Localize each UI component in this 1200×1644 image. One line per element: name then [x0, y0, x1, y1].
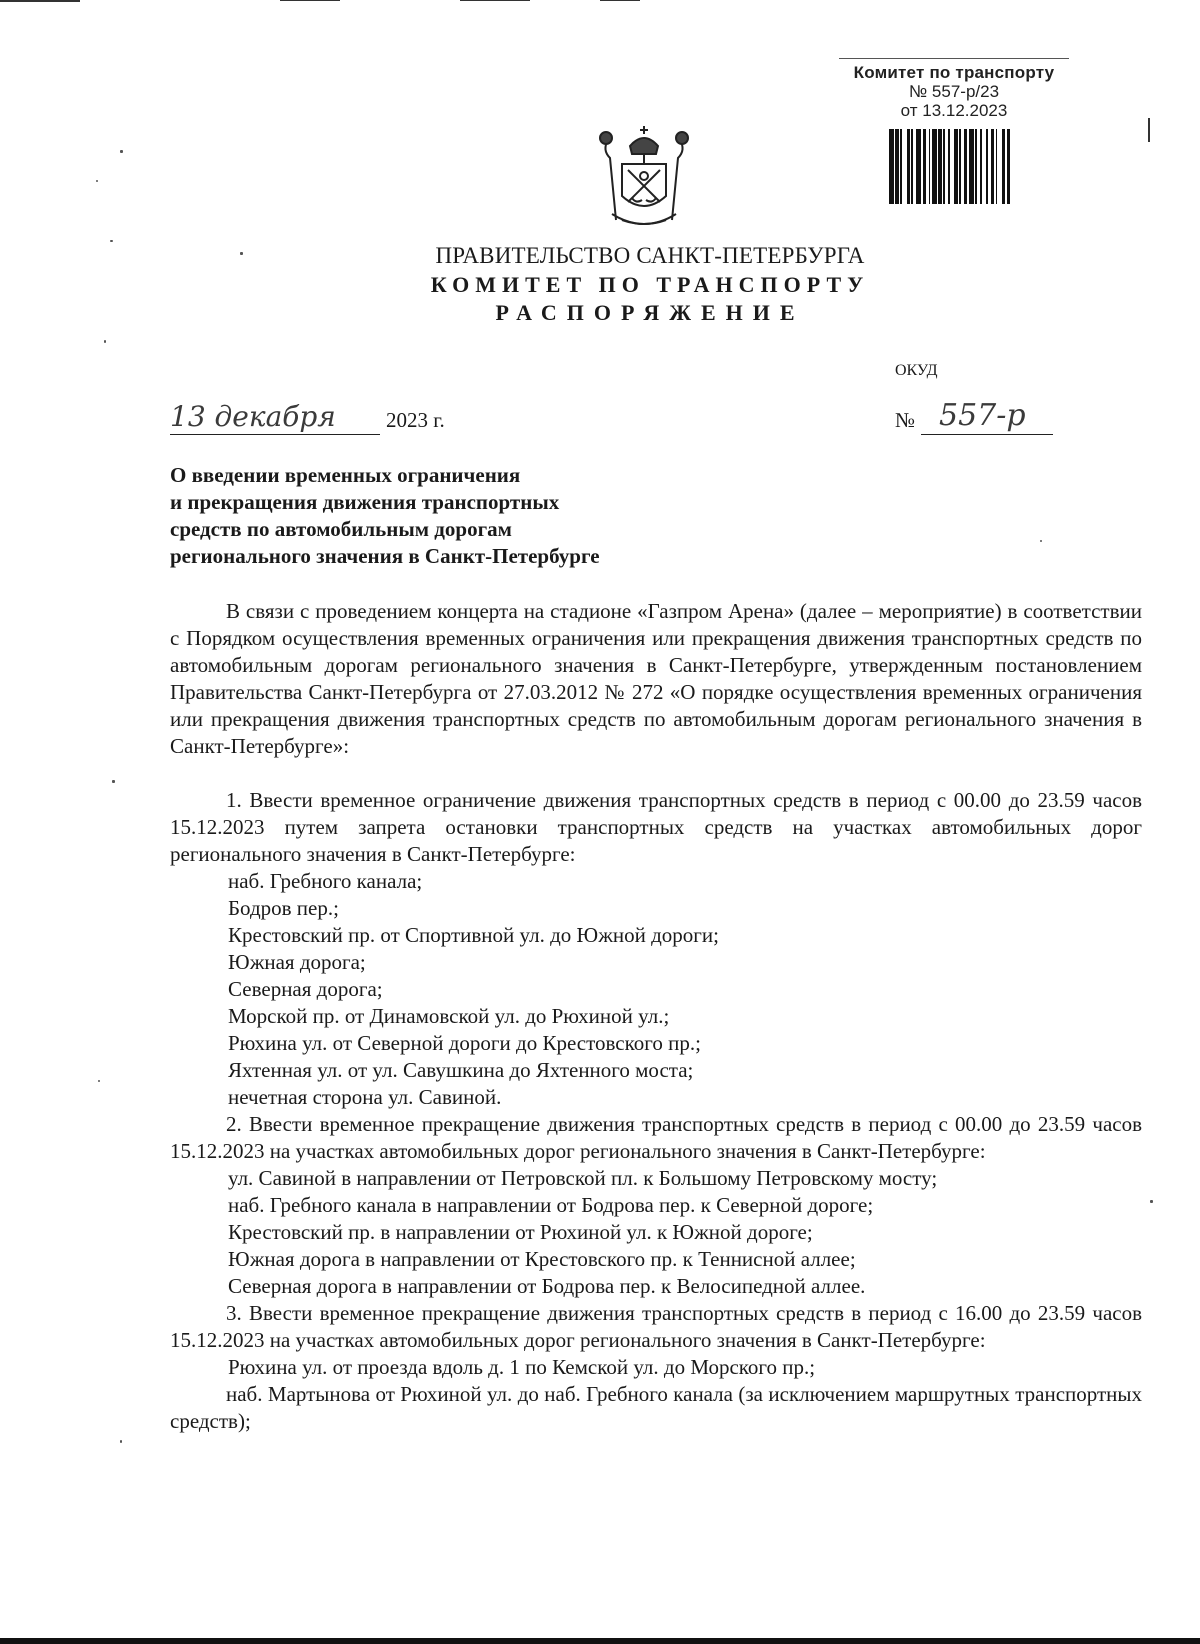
- scan-speck: [240, 252, 243, 255]
- section-2-paragraph: 2. Ввести временное прекращение движения транспортных средств в период с 00.00 до 23.59 часов 15.12.2023 на участках автомобильных дорог регионального значения в Санкт-Петербурге:: [170, 1112, 1142, 1163]
- stamp-date: от 13.12.2023: [900, 101, 1008, 120]
- scan-speck: [104, 340, 106, 343]
- scan-speck: [112, 780, 115, 783]
- document-type: РАСПОРЯЖЕНИЕ: [495, 300, 805, 325]
- list-item: Бодров пер.;: [228, 896, 339, 920]
- handwritten-date: 13 декабря: [170, 400, 336, 433]
- margin-mark: [1148, 118, 1150, 142]
- subject-line: О введении временных ограничения: [170, 463, 521, 487]
- scan-speck: [120, 1440, 122, 1443]
- list-item: Рюхина ул. от проезда вдоль д. 1 по Кемской ул. до Морского пр.;: [228, 1355, 816, 1379]
- committee-title: КОМИТЕТ ПО ТРАНСПОРТУ: [430, 272, 870, 297]
- scan-speck: [98, 1080, 100, 1082]
- list-item: нечетная сторона ул. Савиной.: [228, 1085, 502, 1109]
- scan-edge-line: [280, 0, 340, 1]
- government-title: ПРАВИТЕЛЬСТВО САНКТ-ПЕТЕРБУРГА: [435, 243, 865, 268]
- list-item: наб. Гребного канала в направлении от Бодрова пер. к Северной дороге;: [228, 1193, 874, 1217]
- list-item: ул. Савиной в направлении от Петровской пл. к Большому Петровскому мосту;: [228, 1166, 938, 1190]
- scan-edge-line: [0, 0, 80, 2]
- list-item: Южная дорога в направлении от Крестовского пр. к Теннисной аллее;: [228, 1247, 856, 1271]
- scan-speck: [110, 240, 113, 242]
- section-1-paragraph: 1. Ввести временное ограничение движения транспортных средств в период с 00.00 до 23.59 часов 15.12.2023 путем запрета остановки транспортных средств на участках автомобильных дорог регионального значения в Санкт-Петербурге:: [170, 788, 1142, 866]
- scan-edge-line: [460, 0, 530, 1]
- document-subject: [170, 462, 690, 570]
- date-year: 2023 г.: [386, 408, 445, 432]
- handwritten-number: 557-р: [939, 398, 1026, 433]
- list-item: Крестовский пр. в направлении от Рюхиной ул. к Южной дороге;: [228, 1220, 813, 1244]
- scan-bottom-edge: [0, 1638, 1200, 1644]
- scan-edge-line: [600, 0, 640, 1]
- barcode: [889, 129, 1057, 204]
- subject-line: и прекращения движения транспортных: [170, 490, 560, 514]
- list-item: наб. Гребного канала;: [228, 869, 423, 893]
- list-item-wrapped: наб. Мартынова от Рюхиной ул. до наб. Гребного канала (за исключением маршрутных транспортных средств);: [170, 1382, 1142, 1433]
- subject-line: средств по автомобильным дорогам: [170, 517, 512, 541]
- list-item: Яхтенная ул. от ул. Савушкина до Яхтенного моста;: [228, 1058, 694, 1082]
- okud-label: ОКУД: [895, 362, 938, 379]
- stamp-organization: Комитет по транспорту: [853, 63, 1055, 82]
- subject-line: регионального значения в Санкт-Петербурге: [170, 544, 600, 568]
- number-underline: [921, 434, 1053, 435]
- list-item: Южная дорога;: [228, 950, 366, 974]
- preamble-paragraph: В связи с проведением концерта на стадионе «Газпром Арена» (далее – мероприятие) в соответствии с Порядком осуществления временных ограничения или прекращения движения транспортных средств по автомобильным дорогам регионального значения в Санкт-Петербурге, утвержденным постановлением Правительства Санкт-Петербурга от 27.03.2012 № 272 «О порядке осуществления временных ограничения или прекращения движения транспортных средств по автомобильным дорогам регионального значения в Санкт-Петербурге»:: [170, 599, 1142, 758]
- scan-speck: [1040, 540, 1042, 542]
- number-sign: №: [895, 408, 916, 432]
- list-item: Крестовский пр. от Спортивной ул. до Южной дороги;: [228, 923, 719, 947]
- document-body: [170, 598, 1142, 1435]
- list-item: Морской пр. от Динамовской ул. до Рюхиной ул.;: [228, 1004, 670, 1028]
- coat-of-arms-icon: [592, 124, 696, 230]
- stamp-number: № 557-р/23: [908, 82, 1000, 101]
- date-underline: [170, 434, 380, 435]
- scan-speck: [1150, 1200, 1153, 1203]
- scan-speck: [96, 180, 98, 182]
- section-3-paragraph: 3. Ввести временное прекращение движения транспортных средств в период с 16.00 до 23.59 часов 15.12.2023 на участках автомобильных дорог регионального значения в Санкт-Петербурге:: [170, 1301, 1142, 1352]
- stamp-top-rule: [839, 58, 1069, 59]
- barcode-gap: [1010, 129, 1012, 204]
- list-item: Северная дорога;: [228, 977, 383, 1001]
- registration-stamp: [820, 58, 1088, 120]
- document-number: [895, 400, 1055, 440]
- list-item: Северная дорога в направлении от Бодрова пер. к Велосипедной аллее.: [228, 1274, 866, 1298]
- scan-speck: [120, 150, 123, 153]
- list-item: Рюхина ул. от Северной дороги до Крестовского пр.;: [228, 1031, 701, 1055]
